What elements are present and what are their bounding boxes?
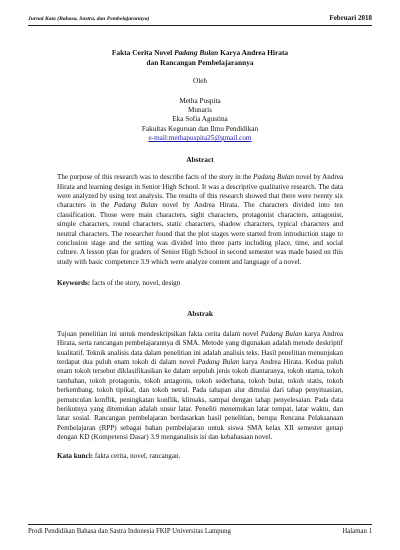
abstract-text: The purpose of this research was to describe facts of the story in the — [57, 173, 254, 182]
abstrak-text: karya Andrea Hirata, serta rancangan pembelajarannya di SMA. Metode yang digunakan adalah metode deskriptif kualitatif. Teknik analisis data dalam penelitian ini adalah analisis teks. Hasil penelitian menunjukan terdapat dua puluh enam tokoh di dalam novel — [57, 330, 343, 367]
page-header — [28, 14, 372, 26]
email-link[interactable]: e-mail:methapuspita25@gmail.com — [148, 134, 252, 143]
title-text: Fakta Cerita Novel — [111, 48, 175, 57]
oleh-label: Oleh — [193, 77, 207, 86]
keywords-label: Keywords: — [57, 279, 91, 287]
issue-date: Februari 2018 — [329, 14, 372, 22]
article-title — [57, 48, 343, 67]
author-name: Metha Puspita — [179, 96, 221, 105]
abstract-italic: Padang Bulan — [113, 201, 158, 210]
abstrak-text: karya Andrea Hirata. Kedua puluh enam tokoh tersebut diklasifikasikan ke dalam sepuluh jenis tokoh diantaranya, tokoh utama, tokoh tambahan, tokoh protagonis, tokoh antagonis, tokoh sederhana, tokoh bulat, tokoh statis, tokoh berkembang, tokoh tipikal, dan tokoh netral. Pada tahapan alur dimulai dari tahap penyituasian, pemunculan konflik, peningkatan konflik, klimaks, sampai dengan tahap penyelesaian. Pada data berikutnya yang ditemukan adalah unsur latar. Peneliti menemukan latar tempat, latar waktu, dan latar sosial. Rancangan pembelajaran berdasarkan hasil penelitian, berupa Rencana Pelaksanaan Pembelajaran (RPP) sebagai bahan pembelajaran untuk siswa SMA kelas XII semester genap dengan KD (Kompetensi Dasar) 3.9 menganalisis isi dan kebahasaan novel. — [57, 358, 343, 441]
abstrak-paragraph — [57, 330, 343, 442]
article-body — [57, 48, 343, 460]
page-number: Halaman 1 — [342, 528, 372, 535]
keywords — [57, 279, 343, 287]
abstrak-text: Tujuan penelitian ini untuk mendeskripsikan fakta cerita dalam novel — [57, 330, 261, 338]
title-line-2: dan Rancangan Pembelajarannya — [146, 57, 254, 67]
author-name: Eka Sofia Agustina — [172, 115, 228, 124]
abstract-italic: Padang Bulan — [253, 173, 295, 182]
abstract-text: novel by Andrea Hirata. The characters divided into ten classification. Those were main characters, sight characters, protagonist characters, antagonist, simple characters, round characters, static characters, shadow characters, typical characters and neutral characters. The researcher found that the plot stages were started from introduction stage to conclusion stage and the setting was divided into three parts including place, time, and social culture. A lesson plan for graders of Senior High School in second semester was made based on this study with basic competence 3.9 which were analyze content and language of a novel. — [57, 201, 344, 266]
abstrak-italic: Padang Bulan — [197, 358, 240, 367]
abstrak-italic: Padang Bulan — [260, 330, 303, 338]
affiliation: Fakultas Keguruan dan Ilmu Pendidikan — [141, 124, 259, 133]
title-text-end: Karya Andrea Hirata — [218, 48, 289, 57]
author-name: Munaris — [188, 105, 212, 114]
abstrak-heading: Abstrak — [187, 309, 213, 318]
kata-kunci — [57, 452, 343, 460]
abstract-heading: Abstract — [186, 155, 214, 165]
kata-kunci-label: Kata kunci: — [57, 452, 94, 461]
author-list — [57, 97, 343, 144]
abstract-paragraph — [57, 173, 343, 267]
title-italic: Padang Bulan — [174, 48, 219, 57]
keywords-text: facts of the story, novel, design — [90, 279, 181, 287]
abstract-text: novel by Andrea Hirata and learning design in Senior High School. It was a descriptive qualitative research. The data were analyzed by using text analysis. The results of this research showed that there were twenty six characters in the — [57, 173, 343, 210]
page-footer — [28, 524, 372, 535]
kata-kunci-text: fakta cerita, novel, rancangan. — [93, 452, 181, 461]
journal-name: Jurnal Kata (Bahasa, Sastra, dan Pembelajarannya) — [28, 16, 150, 22]
footer-institution: Prodi Pendidikan Bahasa dan Sastra Indonesia FKIP Universitas Lampung — [28, 528, 231, 535]
